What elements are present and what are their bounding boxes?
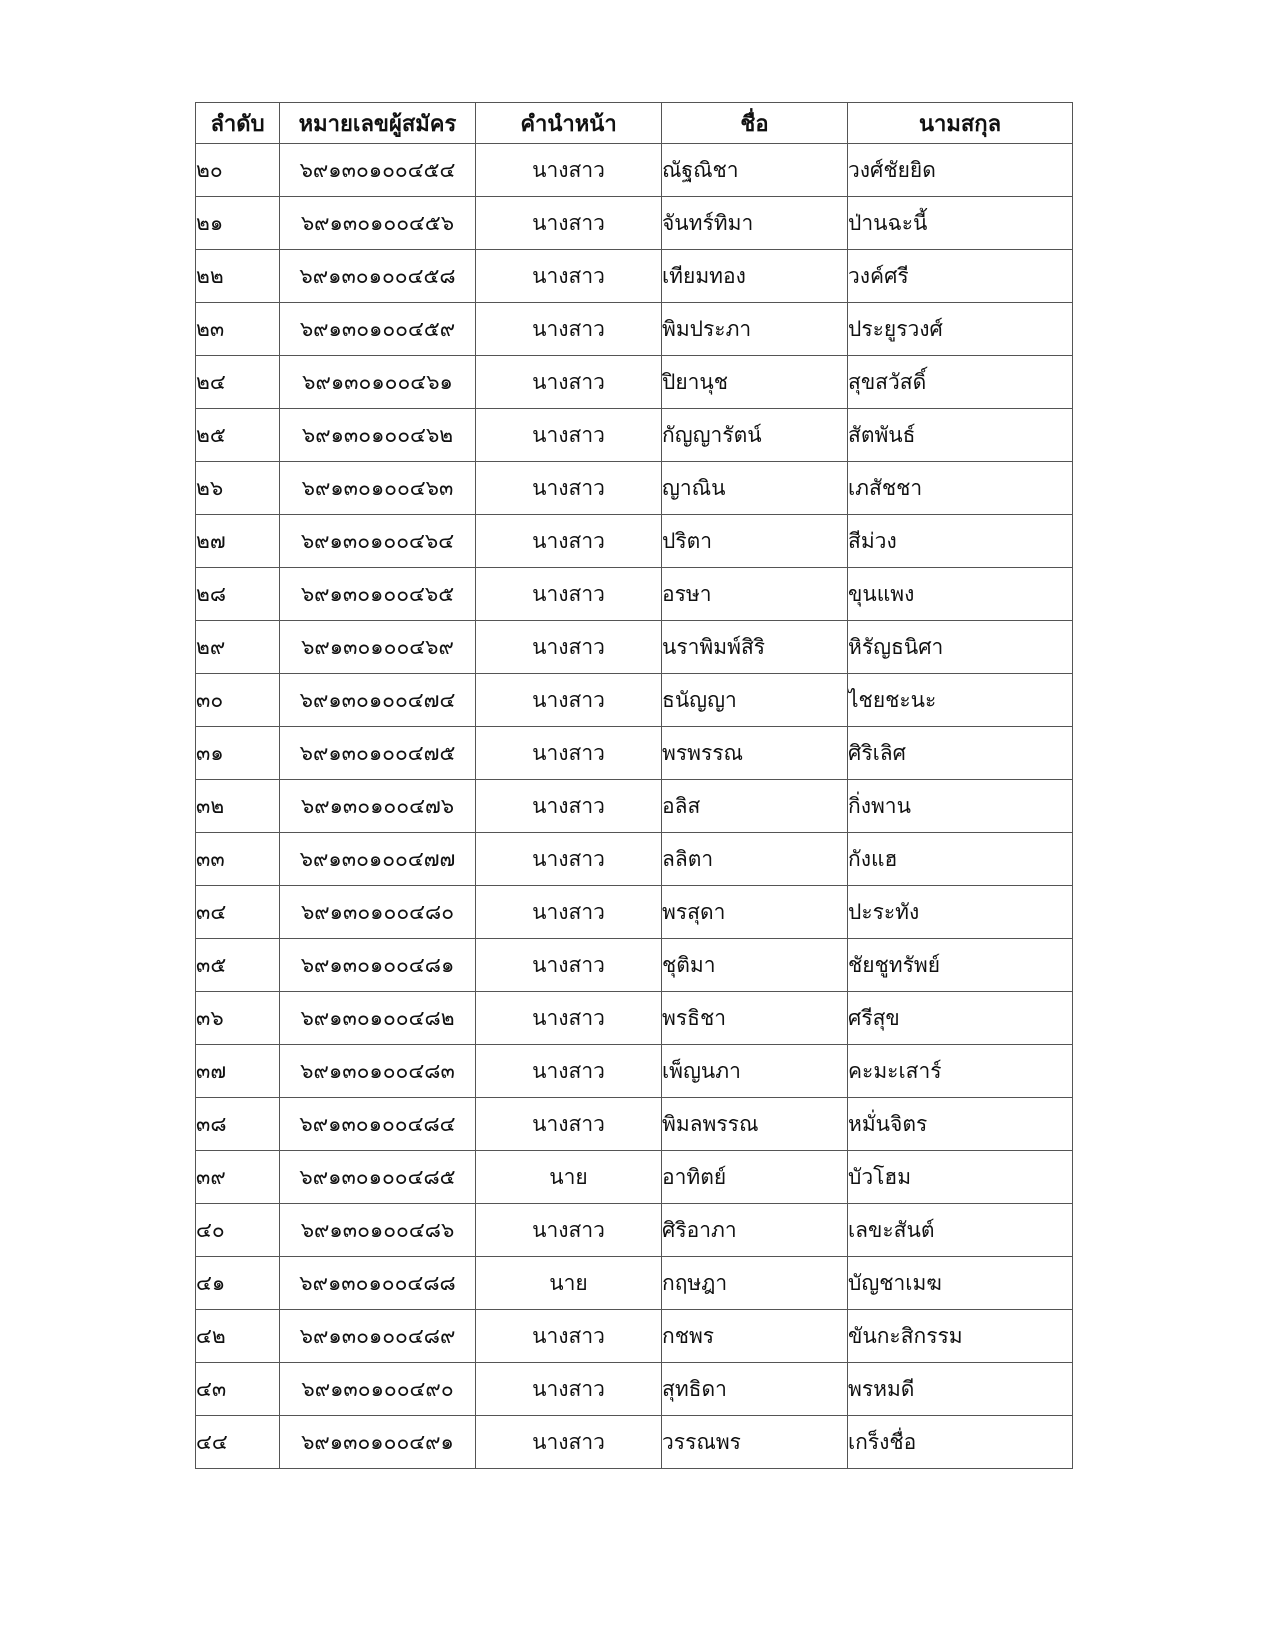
cell-prefix: นางสาว [476, 780, 662, 833]
cell-order: ๒๕ [196, 409, 280, 462]
cell-last-name: เภสัชชา [848, 462, 1073, 515]
cell-first-name: วรรณพร [662, 1416, 848, 1469]
cell-applicant-id: ๖๙๑๓๐๑๐๐๔๘๙ [280, 1310, 476, 1363]
cell-prefix: นาย [476, 1257, 662, 1310]
cell-order: ๓๙ [196, 1151, 280, 1204]
cell-last-name: กิ่งพาน [848, 780, 1073, 833]
cell-applicant-id: ๖๙๑๓๐๑๐๐๔๕๙ [280, 303, 476, 356]
cell-order: ๔๐ [196, 1204, 280, 1257]
cell-prefix: นางสาว [476, 462, 662, 515]
table-row [196, 462, 1073, 515]
cell-applicant-id: ๖๙๑๓๐๑๐๐๔๖๕ [280, 568, 476, 621]
header-prefix: คำนำหน้า [476, 103, 662, 144]
cell-applicant-id: ๖๙๑๓๐๑๐๐๔๘๔ [280, 1098, 476, 1151]
table-row [196, 621, 1073, 674]
cell-first-name: ชุติมา [662, 939, 848, 992]
cell-order: ๒๗ [196, 515, 280, 568]
cell-first-name: ปิยานุช [662, 356, 848, 409]
cell-prefix: นางสาว [476, 886, 662, 939]
table-row [196, 886, 1073, 939]
cell-last-name: คะมะเสาร์ [848, 1045, 1073, 1098]
cell-order: ๒๐ [196, 144, 280, 197]
cell-prefix: นางสาว [476, 1363, 662, 1416]
cell-last-name: ขุนแพง [848, 568, 1073, 621]
cell-applicant-id: ๖๙๑๓๐๑๐๐๔๕๖ [280, 197, 476, 250]
cell-first-name: เพ็ญนภา [662, 1045, 848, 1098]
table-row [196, 197, 1073, 250]
cell-last-name: หมั่นจิตร [848, 1098, 1073, 1151]
cell-applicant-id: ๖๙๑๓๐๑๐๐๔๗๔ [280, 674, 476, 727]
cell-first-name: ลลิตา [662, 833, 848, 886]
cell-applicant-id: ๖๙๑๓๐๑๐๐๔๕๘ [280, 250, 476, 303]
table-row [196, 833, 1073, 886]
cell-prefix: นาย [476, 1151, 662, 1204]
cell-prefix: นางสาว [476, 1045, 662, 1098]
cell-last-name: สีม่วง [848, 515, 1073, 568]
cell-prefix: นางสาว [476, 1204, 662, 1257]
cell-applicant-id: ๖๙๑๓๐๑๐๐๔๘๖ [280, 1204, 476, 1257]
cell-last-name: บัวโฮม [848, 1151, 1073, 1204]
cell-last-name: เลขะสันต์ [848, 1204, 1073, 1257]
cell-order: ๔๑ [196, 1257, 280, 1310]
cell-first-name: จันทร์ทิมา [662, 197, 848, 250]
cell-last-name: วงศ์ชัยยิด [848, 144, 1073, 197]
applicant-table [195, 102, 1073, 1469]
cell-prefix: นางสาว [476, 144, 662, 197]
cell-prefix: นางสาว [476, 727, 662, 780]
cell-applicant-id: ๖๙๑๓๐๑๐๐๔๘๕ [280, 1151, 476, 1204]
table-row [196, 780, 1073, 833]
table-row [196, 515, 1073, 568]
table-body [196, 144, 1073, 1469]
cell-prefix: นางสาว [476, 515, 662, 568]
cell-first-name: พรสุดา [662, 886, 848, 939]
cell-prefix: นางสาว [476, 833, 662, 886]
cell-last-name: ปะระทัง [848, 886, 1073, 939]
cell-applicant-id: ๖๙๑๓๐๑๐๐๔๗๗ [280, 833, 476, 886]
cell-first-name: อลิส [662, 780, 848, 833]
cell-first-name: เทียมทอง [662, 250, 848, 303]
cell-applicant-id: ๖๙๑๓๐๑๐๐๔๘๒ [280, 992, 476, 1045]
cell-last-name: ป่านฉะนี้ [848, 197, 1073, 250]
cell-order: ๒๙ [196, 621, 280, 674]
cell-applicant-id: ๖๙๑๓๐๑๐๐๔๖๑ [280, 356, 476, 409]
cell-first-name: พิมลพรรณ [662, 1098, 848, 1151]
table-header-row [196, 103, 1073, 144]
cell-last-name: ศิริเลิศ [848, 727, 1073, 780]
cell-order: ๓๔ [196, 886, 280, 939]
cell-prefix: นางสาว [476, 992, 662, 1045]
cell-applicant-id: ๖๙๑๓๐๑๐๐๔๘๘ [280, 1257, 476, 1310]
cell-last-name: กังแฮ [848, 833, 1073, 886]
table-row [196, 1310, 1073, 1363]
cell-prefix: นางสาว [476, 568, 662, 621]
cell-first-name: อาทิตย์ [662, 1151, 848, 1204]
cell-first-name: กัญญารัตน์ [662, 409, 848, 462]
table-row [196, 1151, 1073, 1204]
cell-order: ๒๘ [196, 568, 280, 621]
cell-applicant-id: ๖๙๑๓๐๑๐๐๔๘๐ [280, 886, 476, 939]
cell-first-name: ศิริอาภา [662, 1204, 848, 1257]
cell-order: ๓๗ [196, 1045, 280, 1098]
cell-last-name: วงค์ศรี [848, 250, 1073, 303]
cell-last-name: ศรีสุข [848, 992, 1073, 1045]
cell-last-name: บัญชาเมฆ [848, 1257, 1073, 1310]
cell-applicant-id: ๖๙๑๓๐๑๐๐๔๘๓ [280, 1045, 476, 1098]
header-applicant-id: หมายเลขผู้สมัคร [280, 103, 476, 144]
cell-last-name: ไชยชะนะ [848, 674, 1073, 727]
cell-order: ๒๔ [196, 356, 280, 409]
table-row [196, 409, 1073, 462]
cell-order: ๒๓ [196, 303, 280, 356]
cell-first-name: พรธิชา [662, 992, 848, 1045]
table-row [196, 1416, 1073, 1469]
cell-last-name: เกร็งชื่อ [848, 1416, 1073, 1469]
cell-applicant-id: ๖๙๑๓๐๑๐๐๔๙๑ [280, 1416, 476, 1469]
cell-first-name: ณัฐณิชา [662, 144, 848, 197]
table-row [196, 250, 1073, 303]
cell-applicant-id: ๖๙๑๓๐๑๐๐๔๖๒ [280, 409, 476, 462]
cell-last-name: สัตพันธ์ [848, 409, 1073, 462]
table-row [196, 674, 1073, 727]
cell-applicant-id: ๖๙๑๓๐๑๐๐๔๖๙ [280, 621, 476, 674]
cell-order: ๒๖ [196, 462, 280, 515]
cell-applicant-id: ๖๙๑๓๐๑๐๐๔๖๔ [280, 515, 476, 568]
cell-prefix: นางสาว [476, 1310, 662, 1363]
cell-last-name: หิรัญธนิศา [848, 621, 1073, 674]
table-row [196, 1204, 1073, 1257]
table-row [196, 303, 1073, 356]
table-row [196, 568, 1073, 621]
cell-order: ๓๖ [196, 992, 280, 1045]
cell-first-name: ปริตา [662, 515, 848, 568]
cell-order: ๓๐ [196, 674, 280, 727]
cell-last-name: สุขสวัสดิ์ [848, 356, 1073, 409]
cell-prefix: นางสาว [476, 303, 662, 356]
cell-prefix: นางสาว [476, 197, 662, 250]
cell-applicant-id: ๖๙๑๓๐๑๐๐๔๘๑ [280, 939, 476, 992]
cell-prefix: นางสาว [476, 1098, 662, 1151]
cell-first-name: พรพรรณ [662, 727, 848, 780]
cell-last-name: ชัยชูทรัพย์ [848, 939, 1073, 992]
table-row [196, 356, 1073, 409]
cell-order: ๓๓ [196, 833, 280, 886]
cell-order: ๓๑ [196, 727, 280, 780]
table-row [196, 1363, 1073, 1416]
cell-order: ๓๒ [196, 780, 280, 833]
cell-first-name: กฤษฎา [662, 1257, 848, 1310]
table-row [196, 1045, 1073, 1098]
cell-order: ๓๕ [196, 939, 280, 992]
cell-order: ๔๓ [196, 1363, 280, 1416]
cell-prefix: นางสาว [476, 409, 662, 462]
cell-order: ๓๘ [196, 1098, 280, 1151]
cell-applicant-id: ๖๙๑๓๐๑๐๐๔๗๖ [280, 780, 476, 833]
header-order: ลำดับ [196, 103, 280, 144]
cell-first-name: ญาณิน [662, 462, 848, 515]
cell-first-name: สุทธิดา [662, 1363, 848, 1416]
cell-first-name: อรษา [662, 568, 848, 621]
table-row [196, 727, 1073, 780]
cell-prefix: นางสาว [476, 621, 662, 674]
cell-first-name: พิมประภา [662, 303, 848, 356]
table-row [196, 992, 1073, 1045]
cell-prefix: นางสาว [476, 1416, 662, 1469]
header-first-name: ชื่อ [662, 103, 848, 144]
cell-applicant-id: ๖๙๑๓๐๑๐๐๔๙๐ [280, 1363, 476, 1416]
cell-order: ๒๑ [196, 197, 280, 250]
cell-first-name: ธนัญญา [662, 674, 848, 727]
cell-applicant-id: ๖๙๑๓๐๑๐๐๔๗๕ [280, 727, 476, 780]
cell-first-name: นราพิมพ์สิริ [662, 621, 848, 674]
cell-order: ๔๔ [196, 1416, 280, 1469]
cell-last-name: พรหมดี [848, 1363, 1073, 1416]
table-row [196, 144, 1073, 197]
table-row [196, 1098, 1073, 1151]
cell-applicant-id: ๖๙๑๓๐๑๐๐๔๖๓ [280, 462, 476, 515]
table-row [196, 939, 1073, 992]
cell-prefix: นางสาว [476, 250, 662, 303]
cell-prefix: นางสาว [476, 356, 662, 409]
header-last-name: นามสกุล [848, 103, 1073, 144]
cell-applicant-id: ๖๙๑๓๐๑๐๐๔๕๔ [280, 144, 476, 197]
cell-prefix: นางสาว [476, 674, 662, 727]
table-row [196, 1257, 1073, 1310]
cell-last-name: ขันกะสิกรรม [848, 1310, 1073, 1363]
cell-order: ๔๒ [196, 1310, 280, 1363]
cell-order: ๒๒ [196, 250, 280, 303]
cell-first-name: กชพร [662, 1310, 848, 1363]
cell-last-name: ประยูรวงศ์ [848, 303, 1073, 356]
cell-prefix: นางสาว [476, 939, 662, 992]
